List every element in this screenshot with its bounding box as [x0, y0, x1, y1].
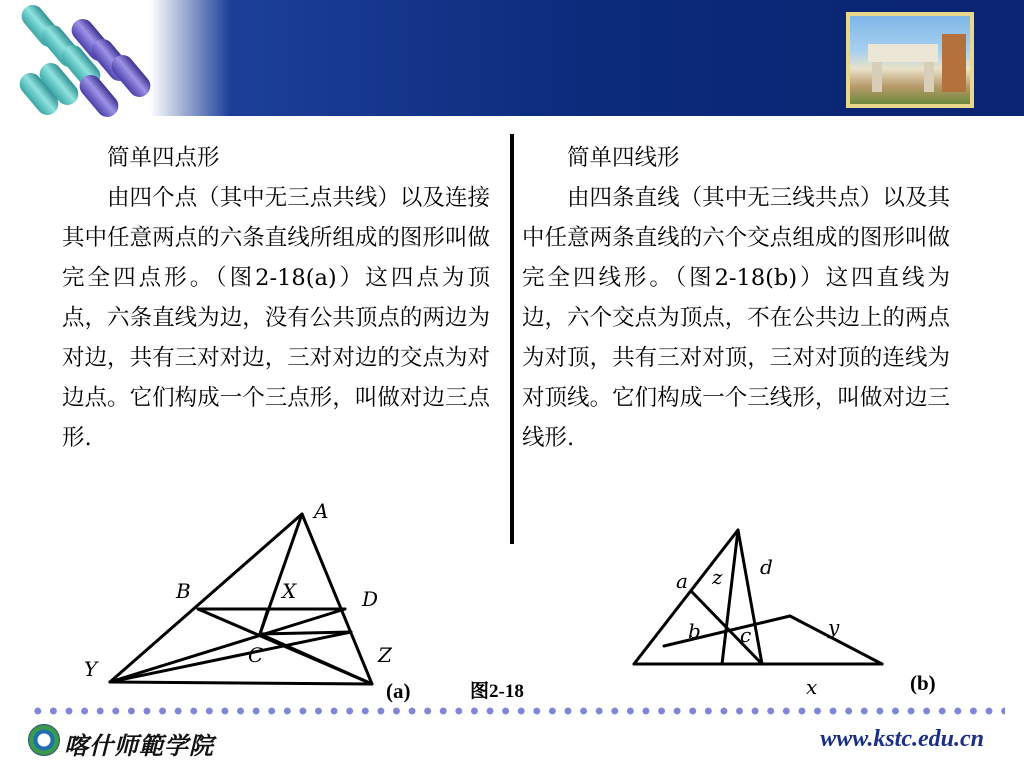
label-X: X	[282, 579, 297, 603]
label-b: b	[688, 619, 701, 643]
line-z	[722, 530, 738, 664]
figure-a-sublabel: (a)	[386, 679, 411, 703]
header-banner	[0, 0, 1024, 116]
right-text-column	[522, 138, 950, 458]
left-paragraph: 由四个点（其中无三点共线）以及连接其中任意两点的六条直线所组成的图形叫做完全四点形。（图2-18(a)）这四点为顶点，六条直线为边，没有公共顶点的两边为对边，共有三对对边，三对对边的交点为对边点。它们构成一个三点形，叫做对边三点形.	[62, 185, 490, 451]
column-divider	[510, 134, 514, 544]
right-paragraph: 由四条直线（其中无三线共点）以及其中任意两条直线的六个交点组成的图形叫做完全四线形。（图2-18(b)）这四直线为边，六个交点为顶点，不在公共边上的两点为对顶，共有三对对顶，三对对顶的连线为对顶线。它们构成一个三线形，叫做对边三线形.	[522, 185, 950, 451]
label-A: A	[314, 500, 329, 523]
figure-a-complete-quadrangle	[80, 500, 420, 710]
figure-b-sublabel: (b)	[910, 671, 936, 695]
left-text-column	[62, 138, 490, 458]
label-Z: Z	[378, 643, 392, 667]
line-C-side	[260, 632, 351, 634]
line-Y-Z	[110, 682, 372, 684]
figure-caption: 图2-18	[470, 681, 524, 702]
header-decoration	[0, 0, 270, 116]
label-D: D	[362, 587, 379, 611]
school-name: 喀什师範学院	[64, 731, 214, 760]
line-X-C	[260, 609, 268, 634]
campus-gate-photo	[846, 12, 974, 108]
footer-dotted-rule	[30, 705, 1005, 717]
label-x: x	[806, 675, 818, 699]
label-y: y	[828, 615, 840, 639]
school-url: www.kstc.edu.cn	[820, 726, 984, 752]
line-D-Y	[110, 609, 345, 682]
figure-b-complete-quadrilateral	[622, 520, 952, 706]
label-C: C	[248, 643, 264, 667]
label-B: B	[176, 579, 191, 603]
line-a	[634, 530, 738, 664]
right-heading: 简单四线形	[567, 145, 680, 171]
label-Y: Y	[84, 657, 98, 681]
label-a: a	[676, 569, 688, 593]
label-c: c	[740, 623, 752, 647]
left-heading: 简单四点形	[107, 145, 220, 171]
label-d: d	[760, 555, 773, 579]
label-z: z	[712, 565, 723, 589]
school-logo-icon	[28, 724, 60, 756]
